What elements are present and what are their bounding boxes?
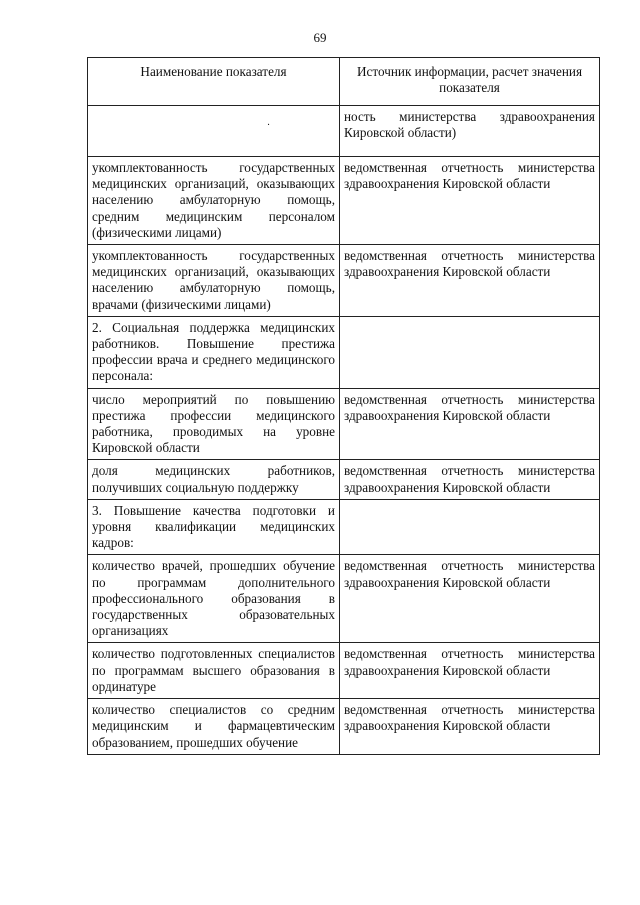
indicator-cell: укомплектованность государственных медицинских организаций, оказывающих населению амбулаторную помощь, средним медицинским персоналом (физическими лицами) (88, 157, 340, 245)
section-heading-cell: 3. Повышение качества подготовки и уровня квалификации медицинских кадров: (88, 499, 340, 555)
source-cell: ведомственная отчетность министерства здравоохранения Кировской области (340, 245, 600, 317)
source-cell: ведомственная отчетность министерства здравоохранения Кировской области (340, 643, 600, 699)
source-cell (340, 499, 600, 555)
source-cell: ность министерства здравоохранения Кировской области) (340, 106, 600, 157)
indicator-cell (88, 106, 340, 157)
table-row (88, 245, 600, 317)
table-row-section (88, 499, 600, 555)
indicator-cell: укомплектованность государственных медицинских организаций, оказывающих населению амбулаторную помощь, врачами (физическими лицами) (88, 245, 340, 317)
table-row (88, 699, 600, 755)
table-row-section (88, 316, 600, 388)
indicator-cell: число мероприятий по повышению престижа профессии медицинского работника, проводимых на уровне Кировской области (88, 388, 340, 460)
header-information-source: Источник информации, расчет значения показателя (340, 58, 600, 106)
source-cell: ведомственная отчетность министерства здравоохранения Кировской области (340, 555, 600, 643)
indicator-cell: количество врачей, прошедших обучение по программам дополнительного профессионального образования в государственных образовательных организациях (88, 555, 340, 643)
source-cell: ведомственная отчетность министерства здравоохранения Кировской области (340, 460, 600, 499)
indicators-table (87, 57, 600, 755)
source-cell: ведомственная отчетность министерства здравоохранения Кировской области (340, 157, 600, 245)
stray-mark: · (266, 120, 271, 131)
table-row (88, 643, 600, 699)
source-cell (340, 316, 600, 388)
table-row (88, 555, 600, 643)
table-header-row (88, 58, 600, 106)
page-number: 69 (313, 30, 327, 45)
section-heading-cell: 2. Социальная поддержка медицинских работников. Повышение престижа профессии врача и среднего медицинского персонала: (88, 316, 340, 388)
source-cell: ведомственная отчетность министерства здравоохранения Кировской области (340, 388, 600, 460)
table-row (88, 388, 600, 460)
indicator-cell: количество специалистов со средним медицинским и фармацевтическим образованием, прошедших обучение (88, 699, 340, 755)
table-row (88, 460, 600, 499)
indicator-cell: количество подготовленных специалистов по программам высшего образования в ординатуре (88, 643, 340, 699)
header-indicator-name: Наименование показателя (88, 58, 340, 106)
source-cell: ведомственная отчетность министерства здравоохранения Кировской области (340, 699, 600, 755)
table-row (88, 157, 600, 245)
indicator-cell: доля медицинских работников, получивших социальную поддержку (88, 460, 340, 499)
table-row (88, 106, 600, 157)
